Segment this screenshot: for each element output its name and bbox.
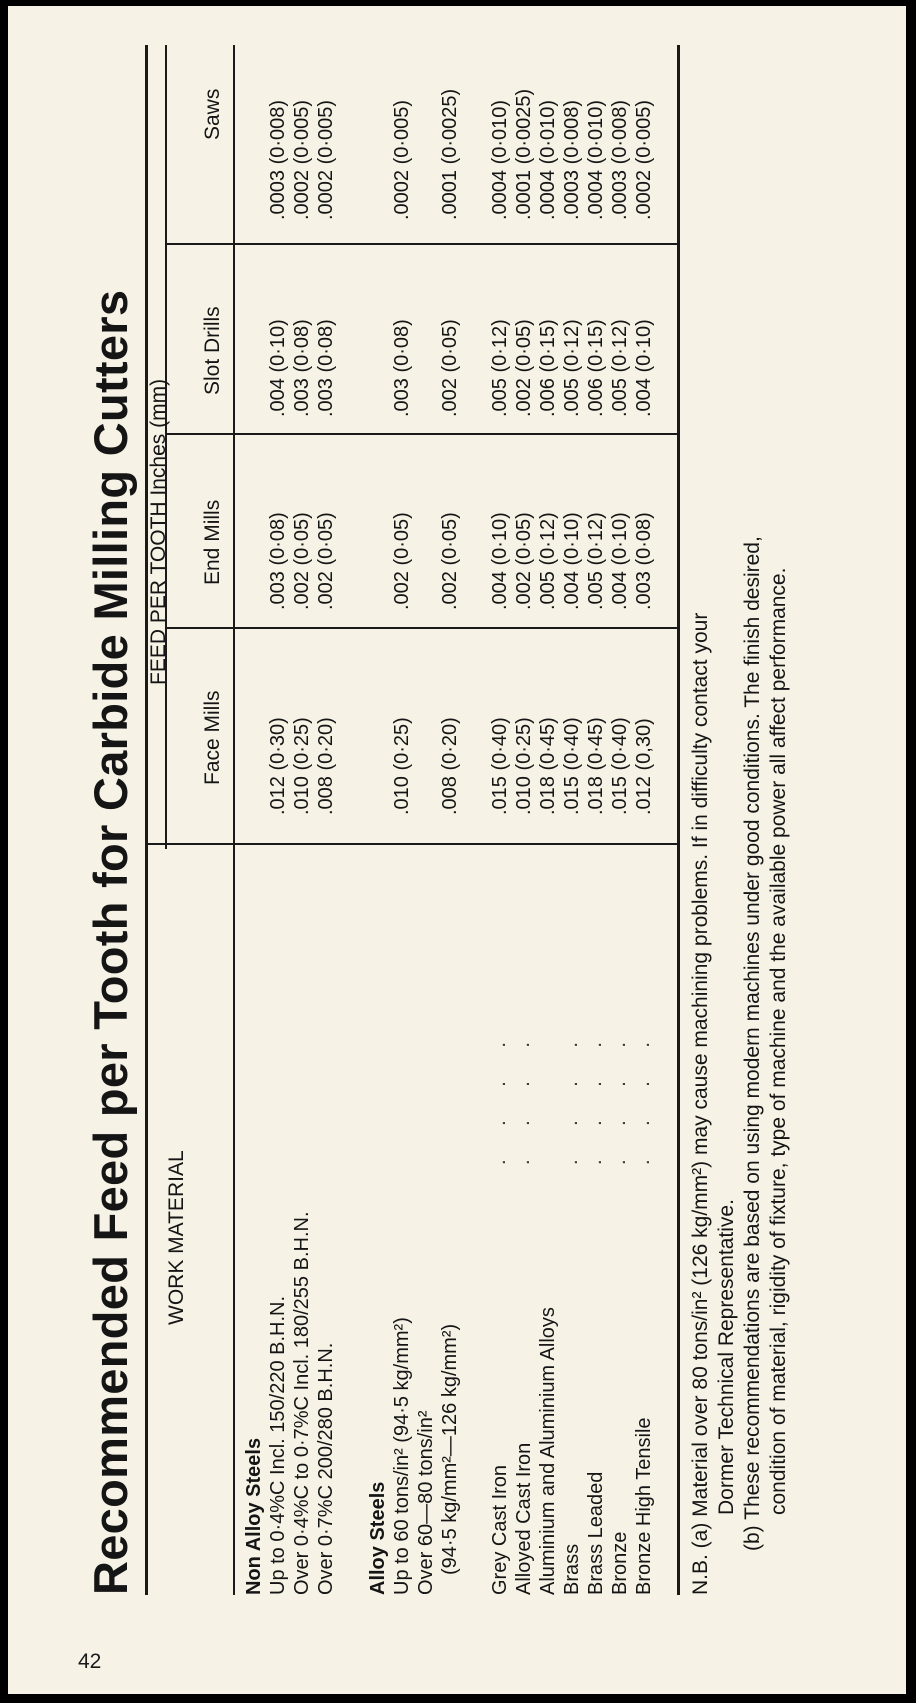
group-alloy-steels: Alloy Steels [367,1481,389,1595]
saws-value: .0004 (0·010) [585,99,607,220]
face-value: .018 (0·45) [585,717,607,815]
work-material-header: WORK MATERIAL [165,1150,188,1325]
face-value: .010 (0·25) [513,717,535,815]
face-value: .008 (0·20) [315,717,337,815]
saws-value: .0004 (0·010) [537,99,559,220]
end-value: .005 (0·12) [585,512,607,610]
slot-value: .006 (0·15) [585,319,607,417]
slot-value: .005 (0·12) [489,319,511,417]
saws-value: .0004 (0·010) [489,99,511,220]
face-value: .012 (0·30) [267,717,289,815]
saws-value: .0003 (0·008) [609,99,631,220]
slot-value: .003 (0·08) [391,319,413,417]
end-mills-header: End Mills [201,499,224,585]
face-value: .015 (0·40) [561,717,583,815]
saws-value: .0003 (0·008) [561,99,583,220]
note-a-cont: Dormer Technical Representative. [715,1199,738,1515]
table-bottom-rule [677,45,680,1595]
slot-drills-header: Slot Drills [201,306,224,395]
saws-value: .0001 (0·0025) [513,88,535,220]
note-a: N.B. (a) Material over 80 tons/in² (126 kg/mm²) may cause machining problems. If in difficulty contact your [689,612,712,1595]
face-end-divider [165,627,679,629]
material-row-8: Aluminium and Aluminium Alloys [537,1307,559,1595]
slot-value: .004 (0·10) [267,319,289,417]
rotated-table-page [83,45,803,1595]
table-top-rule [145,45,148,1595]
material-row-10: Brass Leaded [585,1471,607,1595]
slot-value: .003 (0·08) [315,319,337,417]
slot-value: .003 (0·08) [291,319,313,417]
saws-value: .0002 (0·005) [391,99,413,220]
slot-value: .005 (0·12) [561,319,583,417]
end-value: .002 (0·05) [291,512,313,610]
end-value: .002 (0·05) [315,512,337,610]
saws-value: .0002 (0·005) [633,99,655,220]
end-slot-divider [165,433,679,435]
slot-value: .002 (0·05) [439,319,461,417]
end-value: .004 (0·10) [609,512,631,610]
saws-header: Saws [201,88,224,140]
slot-value: .006 (0·15) [537,319,559,417]
page-number: 42 [78,1650,102,1673]
saws-value: .0001 (0·0025) [439,88,461,220]
end-value: .002 (0·05) [439,512,461,610]
material-row-4: Up to 60 tons/in² (94·5 kg/mm²) [391,1317,413,1595]
slot-saws-divider [165,243,679,245]
material-row-11: Bronze [609,1531,631,1595]
face-value: .012 (0,30) [633,718,655,815]
material-row-9: Brass [561,1543,583,1595]
material-row-5: Over 60—80 tons/in² [415,1410,437,1595]
saws-value: .0003 (0·008) [267,99,289,220]
feed-per-tooth-header: FEED PER TOOTH Inches (mm) [147,378,170,685]
material-row-2: Over 0·4%C to 0·7%C Incl. 180/255 B.H.N. [291,1211,313,1595]
face-value: .010 (0·25) [291,717,313,815]
end-value: .002 (0·05) [513,512,535,610]
face-value: .010 (0·25) [391,717,413,815]
end-value: .004 (0·10) [561,512,583,610]
note-b-cont: condition of material, rigidity of fixture, type of machine and the available power all affect performance. [767,567,790,1515]
material-row-5-cont: (94·5 kg/mm²—126 kg/mm²) [439,1323,461,1575]
end-value: .003 (0·08) [267,512,289,610]
end-value: .005 (0·12) [537,512,559,610]
face-value: .008 (0·20) [439,717,461,815]
material-column-divider [145,843,679,845]
group-non-alloy-steels: Non Alloy Steels [243,1437,265,1595]
page-title: Recommended Feed per Tooth for Carbide Milling Cutters [84,289,137,1595]
saws-value: .0002 (0·005) [315,99,337,220]
material-row-6: Grey Cast Iron [489,1464,511,1595]
leader-dots: . . . . . . . . . . . . . . . . . . . . . . . . [488,1028,654,1165]
end-value: .003 (0·08) [633,512,655,610]
material-row-12: Bronze High Tensile [633,1417,655,1595]
material-row-1: Up to 0·4%C Incl. 150/220 B.H.N. [267,1295,289,1595]
face-value: .015 (0·40) [609,717,631,815]
slot-value: .002 (0·05) [513,319,535,417]
material-row-3: Over 0·7%C 200/280 B.H.N. [315,1342,337,1595]
face-value: .018 (0·45) [537,717,559,815]
note-b: (b) These recommendations are based on using modern machines under good conditions. The finish desired, [741,536,764,1551]
slot-value: .004 (0·10) [633,319,655,417]
slot-value: .005 (0·12) [609,319,631,417]
face-value: .015 (0·40) [489,717,511,815]
end-value: .004 (0·10) [489,512,511,610]
end-value: .002 (0·05) [391,512,413,610]
material-row-7: Alloyed Cast Iron [513,1442,535,1595]
header-bottom-rule [233,45,235,1595]
saws-value: .0002 (0·005) [291,99,313,220]
face-mills-header: Face Mills [201,690,224,785]
